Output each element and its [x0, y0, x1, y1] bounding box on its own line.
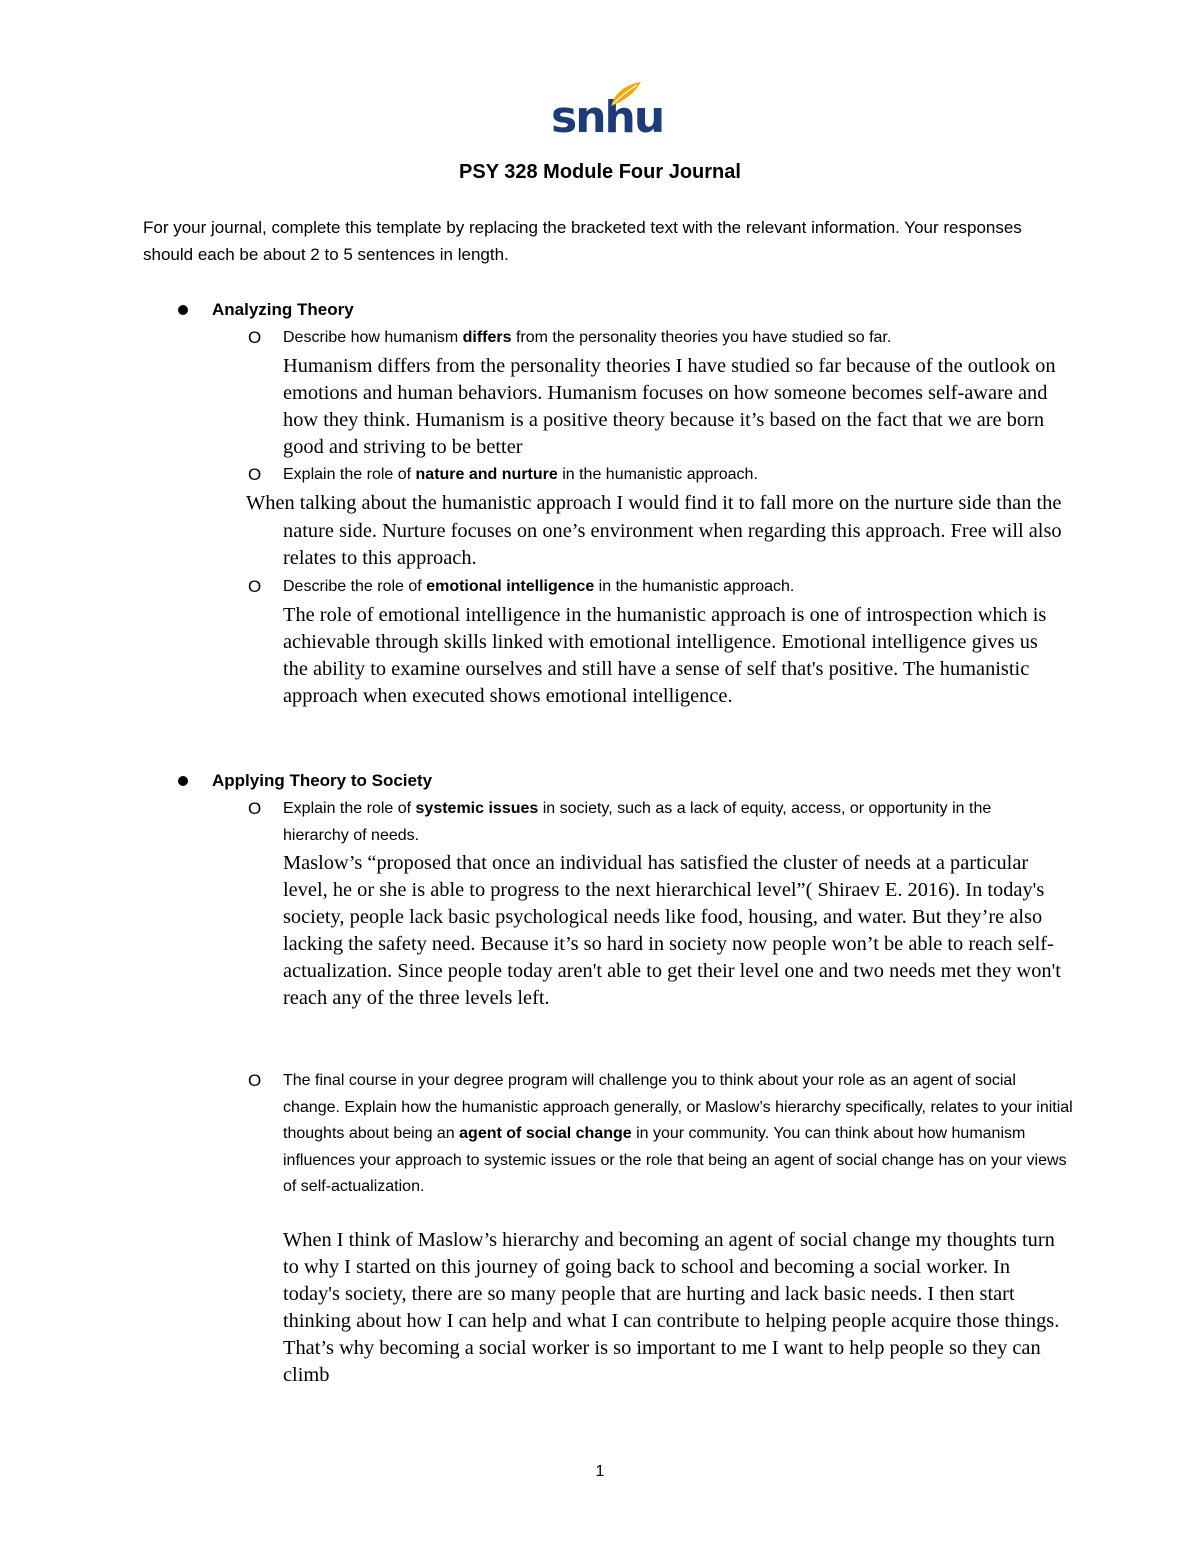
prompt-keyword: emotional intelligence [426, 578, 595, 595]
prompt-text [283, 796, 1003, 849]
prompt-pre: Describe the role of [283, 578, 427, 595]
prompt-keyword: differs [462, 329, 512, 346]
subitem-marker: O [248, 465, 262, 484]
prompt-keyword: nature and nurture [415, 466, 558, 483]
prompt-keyword: agent of social change [459, 1125, 632, 1142]
subitem-marker: O [248, 328, 262, 347]
answer-text: When I think of Maslow’s hierarchy and becoming an agent of social change my thoughts turn to why I started on this journey of going back to school and becoming a social worker. In today's society, there are so many people that are hurting and lack basic needs. I then start thinking about how I can help and what I can contribute to helping people acquire those things. That’s why becoming a social worker is so important to me I want to help people so they can climb [283, 1229, 1060, 1386]
answer-text: The role of emotional intelligence in the humanistic approach is one of introspection which is achievable through skills linked with emotional intelligence. Emotional intelligence gives us the ability to examine ourselves and still have a sense of self that's positive. The humanistic approach when executed shows emotional intelligence. [283, 604, 1047, 707]
snhu-logo [551, 80, 664, 143]
prompt-text [283, 1068, 1073, 1201]
section-heading: Applying Theory to Society [212, 771, 433, 790]
prompt-text [283, 574, 1073, 601]
prompt-keyword: systemic issues [415, 800, 539, 817]
section-heading: Analyzing Theory [212, 300, 354, 319]
prompt-post: in your community. You can think about how humanism influences your approach to systemic issues or the role that being an agent of social change has on your views of self-actualization. [283, 1125, 1067, 1195]
prompt-post: in society, such as a lack of equity, access, or opportunity in the hierarchy of needs. [283, 800, 992, 844]
page-number: 1 [595, 1463, 605, 1480]
prompt-pre: Explain the role of [283, 800, 416, 817]
prompt-pre: The final course in your degree program will challenge you to think about your role as an agent of social change. Explain how the humanistic approach generally, or Maslow’s hierarchy specifically, relates to your initial thoughts about being an [283, 1072, 1073, 1142]
intro-paragraph: For your journal, complete this template by replacing the bracketed text with the relevant information. Your responses should each be about 2 to 5 sentences in length. [143, 218, 1022, 264]
subitem-marker: O [248, 577, 262, 596]
prompt-pre: Describe how humanism [283, 329, 463, 346]
leaf-icon [607, 80, 643, 108]
subitem-marker: O [248, 799, 262, 818]
section-bullet [178, 776, 188, 786]
section-bullet [178, 305, 188, 315]
answer-text: Maslow’s “proposed that once an individual has satisfied the cluster of needs at a particular level, he or she is able to progress to the next hierarchical level”( Shiraev E. 2016). In today's society, people lack basic psychological needs like food, housing, and water. But they’re also lacking the safety need. Because it’s so hard in society now people won’t be able to reach self-actualization. Since people today aren't able to get their level one and two needs met they won't reach any of the three levels left. [283, 852, 1061, 1009]
prompt-post: in the humanistic approach. [594, 578, 795, 595]
subitem-marker: O [248, 1071, 262, 1090]
logo-wordmark: snhu [551, 92, 664, 143]
prompt-post: from the personality theories you have studied so far. [511, 329, 892, 346]
prompt-post: in the humanistic approach. [557, 466, 758, 483]
answer-text: Humanism differs from the personality theories I have studied so far because of the outlook on emotions and human behaviors. Humanism focuses on how someone becomes self-aware and how they think. Humanism is a positive theory because it’s based on the fact that we are born good and striving to be better [283, 355, 1056, 458]
prompt-pre: Explain the role of [283, 466, 416, 483]
prompt-text [283, 325, 1073, 352]
page-title: PSY 328 Module Four Journal [459, 161, 741, 183]
prompt-text [283, 462, 1073, 489]
answer-text: When talking about the humanistic approach I would find it to fall more on the nurture side than the nature side. Nurture focuses on one’s environment when regarding this approach. Free will also relates to this approach. [246, 492, 1062, 569]
